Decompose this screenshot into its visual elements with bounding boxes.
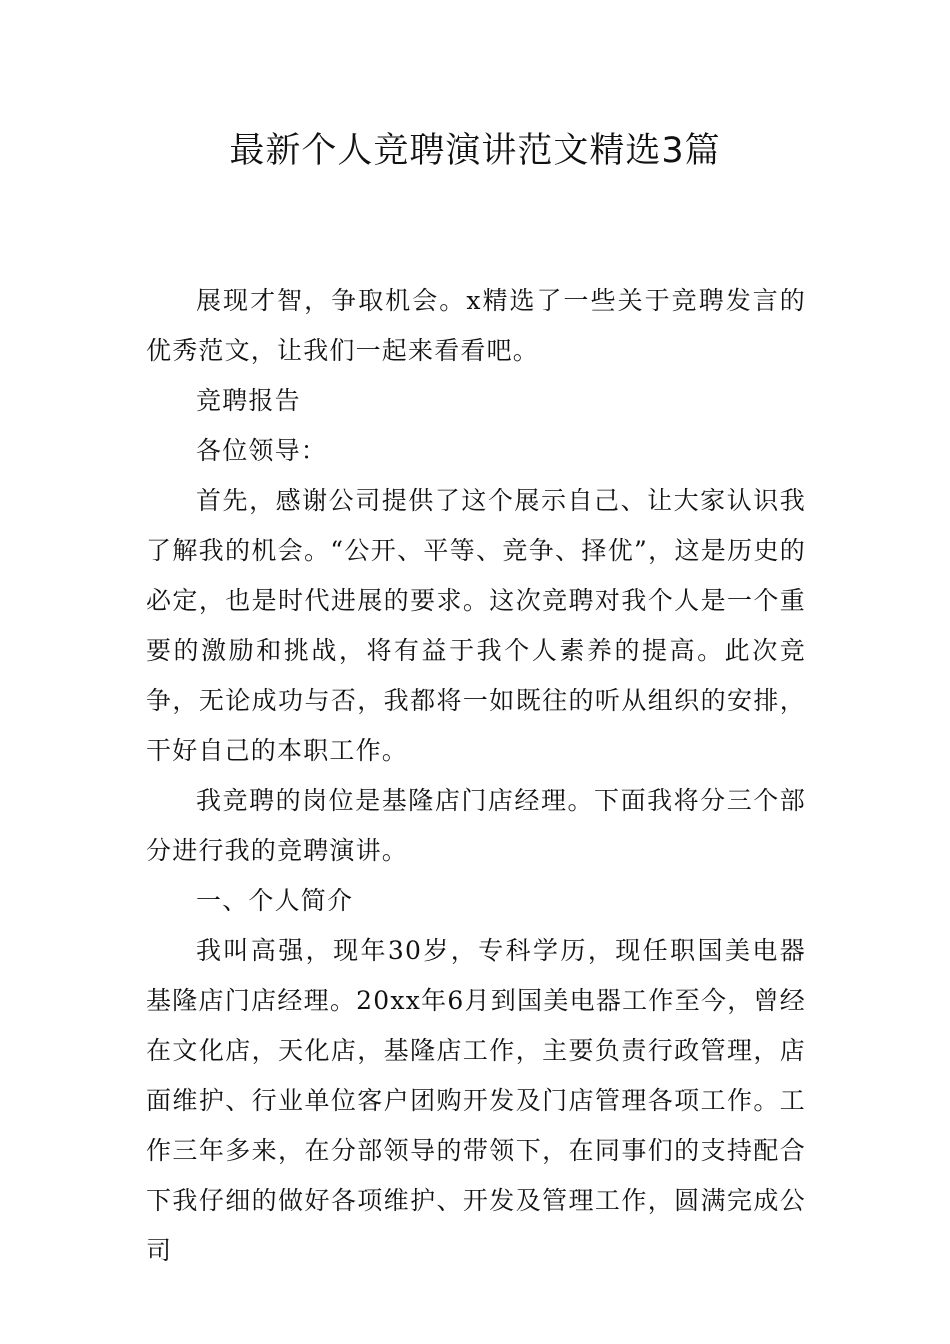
document-title: 最新个人竞聘演讲范文精选3篇 [229, 131, 721, 171]
document-body [146, 276, 806, 1276]
paragraph-heading-report: 竞聘报告 [196, 386, 301, 415]
paragraph-salutation: 各位领导： [196, 436, 328, 465]
paragraph-self-intro: 我叫高强，现年30岁，专科学历，现任职国美电器基隆店门店经理。20xx年6月到国美电器工作至今，曾经在文化店，天化店，基隆店工作，主要负责行政管理，店面维护、行业单位客户团购开发及门店管理各项工作。工作三年多来，在分部领导的带领下，在同事们的支持配合下我仔细的做好各项维护、开发及管理工作，圆满完成公司 [146, 936, 806, 1265]
paragraph-position: 我竞聘的岗位是基隆店门店经理。下面我将分三个部分进行我的竞聘演讲。 [146, 786, 806, 865]
paragraph-opening: 首先，感谢公司提供了这个展示自己、让大家认识我了解我的机会。“公开、平等、竞争、择优”，这是历史的必定，也是时代进展的要求。这次竞聘对我个人是一个重要的激励和挑战，将有益于我个人素养的提高。此次竞争，无论成功与否，我都将一如既往的听从组织的安排，干好自己的本职工作。 [146, 486, 806, 765]
paragraph-section-heading: 一、个人简介 [196, 886, 354, 915]
paragraph-intro: 展现才智，争取机会。x精选了一些关于竞聘发言的优秀范文，让我们一起来看看吧。 [146, 286, 806, 365]
